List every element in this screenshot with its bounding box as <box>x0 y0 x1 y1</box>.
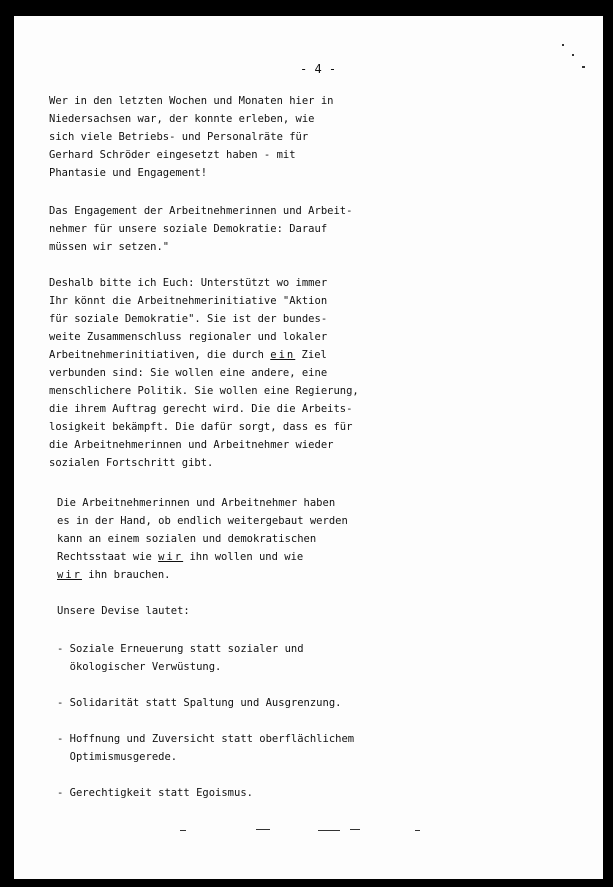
bullet-2 <box>57 694 341 712</box>
text-line: - Hoffnung und Zuversicht statt oberflächlichem <box>57 733 355 745</box>
text-segment: ihn wollen und wie <box>183 551 304 563</box>
text-line: verbunden sind: Sie wollen eine andere, eine <box>49 367 328 379</box>
text-line: - Soziale Erneuerung statt sozialer und <box>57 643 304 655</box>
scan-speck <box>415 830 420 831</box>
text-line: Niedersachsen war, der konnte erleben, wie <box>49 113 315 125</box>
paragraph-2 <box>49 202 352 256</box>
scan-speck <box>318 830 340 831</box>
text-line: es in der Hand, ob endlich weitergebaut werden <box>57 515 348 527</box>
text-line: sich viele Betriebs- und Personalräte für <box>49 131 309 143</box>
text-line: Deshalb bitte ich Euch: Unterstützt wo immer <box>49 277 328 289</box>
text-line: Ihr könnt die Arbeitnehmerinitiative "Aktion <box>49 295 328 307</box>
emphasis: ein <box>270 349 296 361</box>
text-line: Gerhard Schröder eingesetzt haben - mit <box>49 149 296 161</box>
text-line: - Gerechtigkeit statt Egoismus. <box>57 787 253 799</box>
text-line: nehmer für unsere soziale Demokratie: Darauf <box>49 223 328 235</box>
emphasis: wir <box>158 551 184 563</box>
text-line: Das Engagement der Arbeitnehmerinnen und Arbeit- <box>49 205 353 217</box>
text-segment: Arbeitnehmerinitiativen, die durch <box>49 349 271 361</box>
text-line: die Arbeitnehmerinnen und Arbeitnehmer wieder <box>49 439 334 451</box>
scan-speck <box>572 54 574 56</box>
emphasis: wir <box>57 569 82 581</box>
text-line: für soziale Demokratie". Sie ist der bundes- <box>49 313 328 325</box>
text-line <box>57 566 348 584</box>
scan-speck <box>562 44 564 46</box>
text-line <box>49 346 359 364</box>
text-line: Optimismusgerede. <box>57 751 178 763</box>
text-segment: Ziel <box>295 349 327 361</box>
text-line: menschlichere Politik. Sie wollen eine Regierung, <box>49 385 359 397</box>
text-segment: Rechtsstaat wie <box>57 551 159 563</box>
paragraph-1 <box>49 92 333 182</box>
text-line: sozialen Fortschritt gibt. <box>49 457 214 469</box>
scan-speck <box>582 66 585 68</box>
page-number: - 4 - <box>300 62 337 76</box>
text-line: Unsere Devise lautet: <box>57 605 190 617</box>
text-line: kann an einem sozialen und demokratischen <box>57 533 317 545</box>
text-line: Die Arbeitnehmerinnen und Arbeitnehmer haben <box>57 497 336 509</box>
text-line: - Solidarität statt Spaltung und Ausgrenzung. <box>57 697 342 709</box>
bullet-3 <box>57 730 354 766</box>
bullet-4 <box>57 784 253 802</box>
text-line: Phantasie und Engagement! <box>49 167 208 179</box>
scan-speck <box>180 830 186 831</box>
text-line: losigkeit bekämpft. Die dafür sorgt, dass es für <box>49 421 353 433</box>
text-line: Wer in den letzten Wochen und Monaten hier in <box>49 95 334 107</box>
paragraph-3 <box>49 274 359 472</box>
text-line: ökologischer Verwüstung. <box>57 661 222 673</box>
text-line: die ihrem Auftrag gerecht wird. Die die Arbeits- <box>49 403 353 415</box>
text-line: müssen wir setzen." <box>49 241 170 253</box>
scan-speck <box>350 829 360 830</box>
paragraph-5 <box>57 602 190 620</box>
text-line <box>57 548 348 566</box>
text-segment: ihn brauchen. <box>81 569 171 581</box>
paragraph-4 <box>57 494 348 584</box>
bullet-1 <box>57 640 304 676</box>
scan-speck <box>256 829 270 830</box>
text-line: weite Zusammenschluss regionaler und lokaler <box>49 331 328 343</box>
